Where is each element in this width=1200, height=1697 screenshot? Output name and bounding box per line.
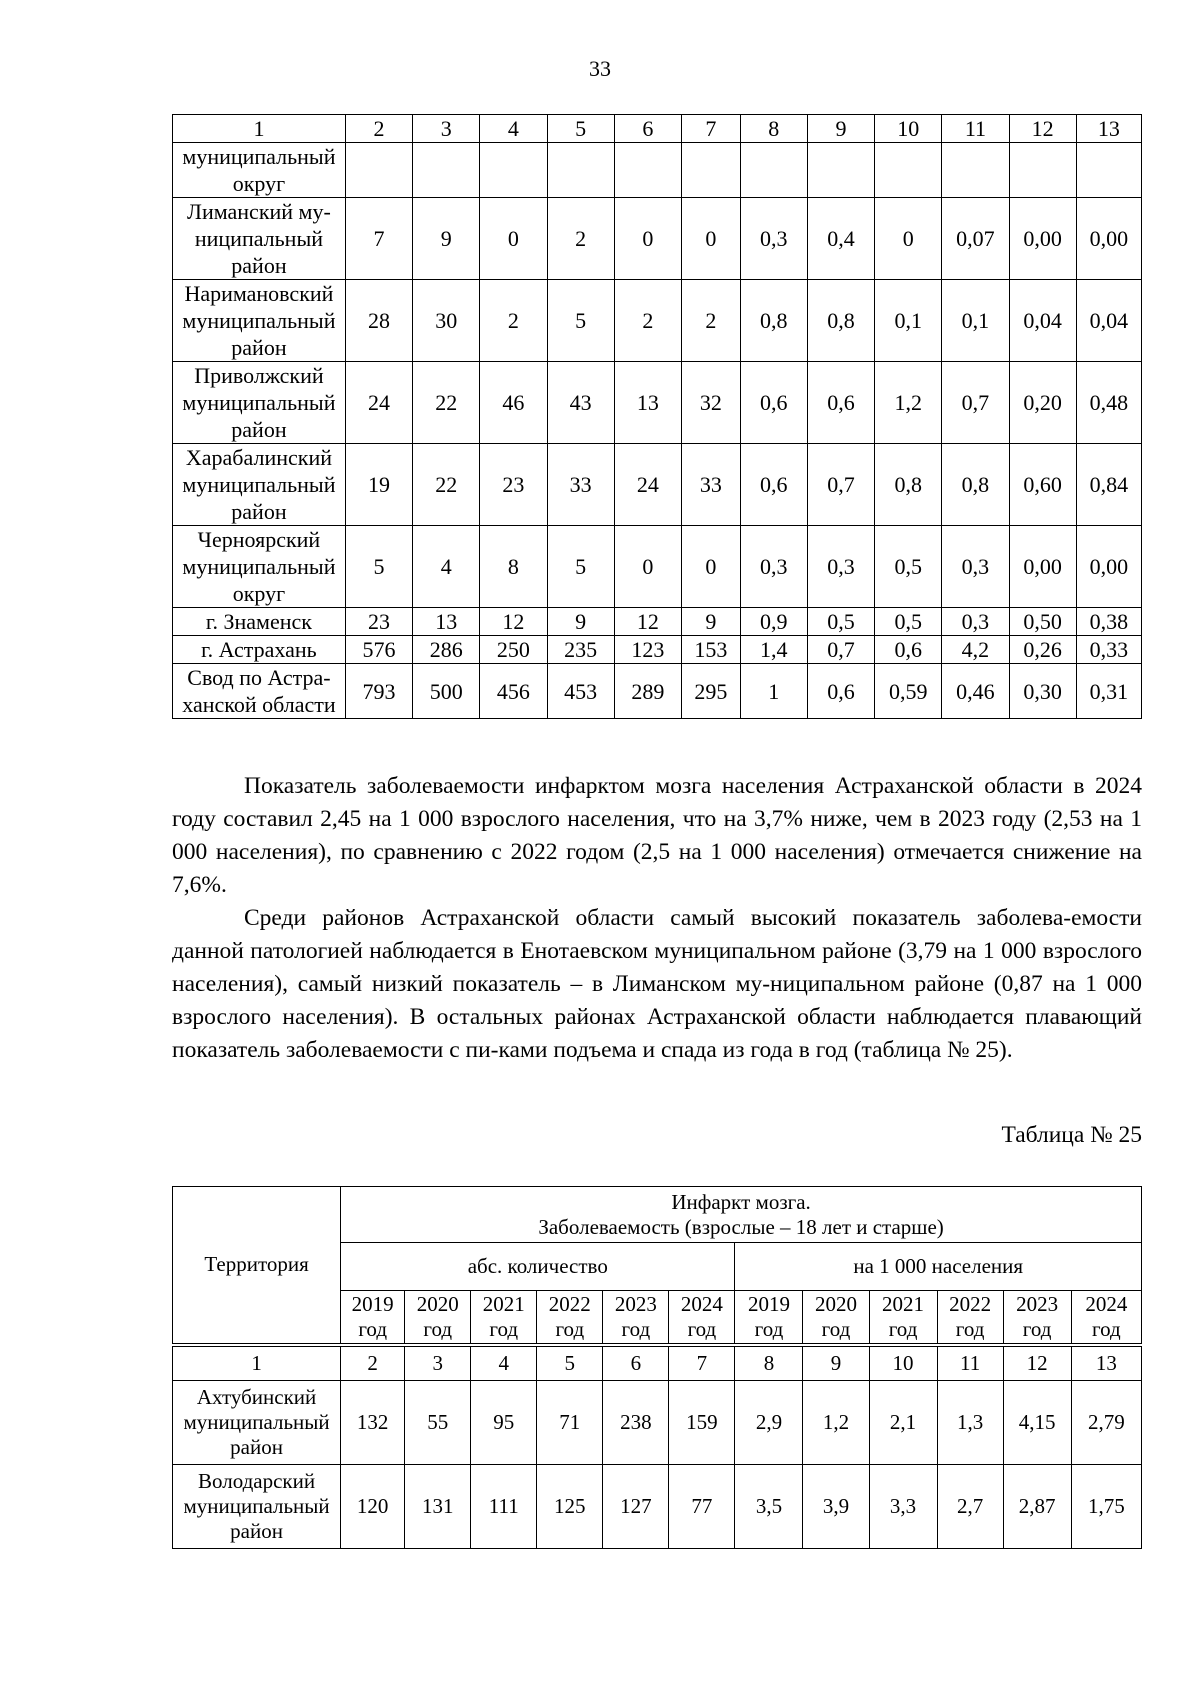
cell-value: 0,31 xyxy=(1076,664,1141,719)
cell-value: 1,4 xyxy=(740,636,807,664)
column-number: 7 xyxy=(681,115,740,143)
cell-value: 453 xyxy=(547,664,614,719)
year-suffix: год xyxy=(358,1316,387,1341)
cell-value: 9 xyxy=(413,198,480,280)
column-number-row xyxy=(173,115,1142,143)
cell-value: 159 xyxy=(669,1381,735,1465)
cell-value: 13 xyxy=(413,608,480,636)
year-header xyxy=(869,1291,937,1345)
cell-value: 5 xyxy=(547,280,614,362)
column-number: 3 xyxy=(413,115,480,143)
header-title xyxy=(341,1187,1142,1243)
year-header xyxy=(341,1291,405,1345)
cell-value: 0,84 xyxy=(1076,444,1141,526)
year-header xyxy=(1003,1291,1071,1345)
territory-name: Володарский муниципальный район xyxy=(173,1465,341,1549)
table-row xyxy=(173,280,1142,362)
cell-value: 0,6 xyxy=(740,362,807,444)
year-header xyxy=(735,1291,803,1345)
cell-value: 0,5 xyxy=(875,526,942,608)
column-number: 11 xyxy=(937,1345,1003,1381)
page-number: 33 xyxy=(589,56,611,81)
cell-value xyxy=(413,143,480,198)
territory-name: г. Знаменск xyxy=(173,608,346,636)
year-header xyxy=(937,1291,1003,1345)
year-value: 2024 xyxy=(1085,1291,1128,1316)
cell-value: 0,00 xyxy=(1009,198,1076,280)
header-group-rate: на 1 000 населения xyxy=(735,1243,1142,1291)
body-text xyxy=(172,770,1142,1067)
cell-value: 111 xyxy=(471,1465,537,1549)
cell-value: 1,2 xyxy=(803,1381,869,1465)
cell-value: 120 xyxy=(341,1465,405,1549)
cell-value: 33 xyxy=(681,444,740,526)
year-suffix: год xyxy=(754,1316,784,1341)
cell-value xyxy=(942,143,1009,198)
cell-value: 0,1 xyxy=(942,280,1009,362)
cell-value: 2,1 xyxy=(869,1381,937,1465)
cell-value: 235 xyxy=(547,636,614,664)
cell-value: 0,00 xyxy=(1076,198,1141,280)
territory-name: муниципальный округ xyxy=(173,143,346,198)
cell-value: 5 xyxy=(547,526,614,608)
cell-value: 127 xyxy=(603,1465,669,1549)
year-suffix: год xyxy=(621,1316,651,1341)
cell-value: 4,15 xyxy=(1003,1381,1071,1465)
cell-value: 131 xyxy=(405,1465,471,1549)
column-number: 13 xyxy=(1071,1345,1141,1381)
year-value: 2022 xyxy=(949,1291,992,1316)
year-value: 2019 xyxy=(747,1291,790,1316)
cell-value: 3,9 xyxy=(803,1465,869,1549)
year-value: 2020 xyxy=(814,1291,857,1316)
cell-value: 0,8 xyxy=(807,280,874,362)
cell-value: 0,04 xyxy=(1076,280,1141,362)
cell-value: 19 xyxy=(345,444,412,526)
year-suffix: год xyxy=(821,1316,851,1341)
year-value: 2022 xyxy=(548,1291,591,1316)
cell-value: 0,38 xyxy=(1076,608,1141,636)
cell-value: 456 xyxy=(480,664,547,719)
cell-value: 0,9 xyxy=(740,608,807,636)
cell-value: 4 xyxy=(413,526,480,608)
cell-value: 1,2 xyxy=(875,362,942,444)
column-number: 8 xyxy=(740,115,807,143)
column-number: 2 xyxy=(345,115,412,143)
header-title-line2: Заболеваемость (взрослые – 18 лет и старше) xyxy=(538,1214,944,1239)
cell-value: 0,6 xyxy=(740,444,807,526)
cell-value: 0,04 xyxy=(1009,280,1076,362)
cell-value: 0,5 xyxy=(807,608,874,636)
column-number: 11 xyxy=(942,115,1009,143)
cell-value: 33 xyxy=(547,444,614,526)
cell-value: 8 xyxy=(480,526,547,608)
cell-value: 2,79 xyxy=(1071,1381,1141,1465)
cell-value: 95 xyxy=(471,1381,537,1465)
cell-value xyxy=(740,143,807,198)
year-suffix: год xyxy=(1091,1316,1121,1341)
cell-value: 3,5 xyxy=(735,1465,803,1549)
cell-value xyxy=(807,143,874,198)
cell-value xyxy=(480,143,547,198)
cell-value: 132 xyxy=(341,1381,405,1465)
territory-name: Черноярский муниципальный округ xyxy=(173,526,346,608)
cell-value xyxy=(1009,143,1076,198)
cell-value: 2 xyxy=(480,280,547,362)
column-number: 9 xyxy=(803,1345,869,1381)
column-number: 5 xyxy=(547,115,614,143)
column-number: 6 xyxy=(614,115,681,143)
year-header xyxy=(1071,1291,1141,1345)
column-number: 10 xyxy=(869,1345,937,1381)
cell-value: 0 xyxy=(681,526,740,608)
paragraph: Среди районов Астраханской области самый высокий показатель заболева-емости данной патологией наблюдается в Енотаевском муниципальном районе (3,79 на 1 000 взрослого населения), самый низкий показатель – в Лиманском му-ниципальном районе (0,87 на 1 000 взрослого населения). В остальных районах Астраханской области наблюдается плавающий показатель заболеваемости с пи-ками подъема и спада из года в год (таблица № 25). xyxy=(172,905,1142,1063)
cell-value: 0,00 xyxy=(1076,526,1141,608)
cell-value: 0,48 xyxy=(1076,362,1141,444)
cell-value: 295 xyxy=(681,664,740,719)
paragraph: Показатель заболеваемости инфарктом мозга населения Астраханской области в 2024 году составил 2,45 на 1 000 взрослого населения, что на 3,7% ниже, чем в 2023 году (2,53 на 1 000 населения), по сравнению с 2022 годом (2,5 на 1 000 населения) отмечается снижение на 7,6%. xyxy=(172,773,1142,898)
table-row xyxy=(173,636,1142,664)
year-value: 2021 xyxy=(882,1291,925,1316)
cell-value: 77 xyxy=(669,1465,735,1549)
cell-value: 4,2 xyxy=(942,636,1009,664)
column-number: 10 xyxy=(875,115,942,143)
cell-value: 0,6 xyxy=(807,362,874,444)
cell-value xyxy=(875,143,942,198)
cell-value: 2 xyxy=(547,198,614,280)
cell-value: 0,7 xyxy=(942,362,1009,444)
column-number: 13 xyxy=(1076,115,1141,143)
cell-value: 0,00 xyxy=(1009,526,1076,608)
cell-value: 0,3 xyxy=(942,526,1009,608)
cell-value: 0,8 xyxy=(942,444,1009,526)
cell-value: 13 xyxy=(614,362,681,444)
cell-value: 286 xyxy=(413,636,480,664)
column-number: 4 xyxy=(480,115,547,143)
column-number: 3 xyxy=(405,1345,471,1381)
cell-value: 0,3 xyxy=(740,198,807,280)
cell-value: 0 xyxy=(681,198,740,280)
column-number: 8 xyxy=(735,1345,803,1381)
header-territory: Территория xyxy=(173,1187,341,1345)
year-suffix: год xyxy=(687,1316,717,1341)
column-number-row xyxy=(173,1345,1142,1381)
cell-value: 5 xyxy=(345,526,412,608)
cell-value: 0,4 xyxy=(807,198,874,280)
cell-value: 0,07 xyxy=(942,198,1009,280)
year-value: 2023 xyxy=(1016,1291,1059,1316)
column-number: 1 xyxy=(173,1345,341,1381)
data-table-continued xyxy=(172,114,1142,719)
year-header xyxy=(405,1291,471,1345)
territory-name: Приволжский муниципальный район xyxy=(173,362,346,444)
cell-value: 0,3 xyxy=(740,526,807,608)
cell-value: 9 xyxy=(681,608,740,636)
cell-value: 0,8 xyxy=(875,444,942,526)
cell-value: 0,7 xyxy=(807,636,874,664)
territory-name: Лиманский му-ниципальный район xyxy=(173,198,346,280)
cell-value: 3,3 xyxy=(869,1465,937,1549)
year-header xyxy=(537,1291,603,1345)
cell-value: 793 xyxy=(345,664,412,719)
cell-value: 2,87 xyxy=(1003,1465,1071,1549)
cell-value: 55 xyxy=(405,1381,471,1465)
cell-value: 1,75 xyxy=(1071,1465,1141,1549)
territory-name: Свод по Астра-ханской области xyxy=(173,664,346,719)
year-header xyxy=(471,1291,537,1345)
cell-value xyxy=(1076,143,1141,198)
cell-value: 0,1 xyxy=(875,280,942,362)
table-row xyxy=(173,1465,1142,1549)
cell-value: 123 xyxy=(614,636,681,664)
cell-value xyxy=(547,143,614,198)
cell-value: 250 xyxy=(480,636,547,664)
column-number: 5 xyxy=(537,1345,603,1381)
territory-name: г. Астрахань xyxy=(173,636,346,664)
cell-value: 23 xyxy=(345,608,412,636)
header-title-line1: Инфаркт мозга. xyxy=(671,1189,811,1214)
cell-value: 23 xyxy=(480,444,547,526)
table-row xyxy=(173,198,1142,280)
cell-value: 7 xyxy=(345,198,412,280)
cell-value: 24 xyxy=(345,362,412,444)
column-number: 1 xyxy=(173,115,346,143)
cell-value: 46 xyxy=(480,362,547,444)
cell-value: 24 xyxy=(614,444,681,526)
table-row xyxy=(173,444,1142,526)
year-suffix: год xyxy=(555,1316,585,1341)
cell-value: 71 xyxy=(537,1381,603,1465)
territory-name: Ахтубинский муниципальный район xyxy=(173,1381,341,1465)
year-value: 2023 xyxy=(614,1291,657,1316)
cell-value: 0,60 xyxy=(1009,444,1076,526)
cell-value: 2 xyxy=(681,280,740,362)
year-header xyxy=(669,1291,735,1345)
year-value: 2024 xyxy=(680,1291,723,1316)
table-row xyxy=(173,143,1142,198)
cell-value: 0,33 xyxy=(1076,636,1141,664)
column-number: 6 xyxy=(603,1345,669,1381)
cell-value: 0,7 xyxy=(807,444,874,526)
cell-value: 0,3 xyxy=(807,526,874,608)
cell-value: 0,3 xyxy=(942,608,1009,636)
table-row xyxy=(173,664,1142,719)
cell-value: 289 xyxy=(614,664,681,719)
territory-name: Харабалинский муниципальный район xyxy=(173,444,346,526)
cell-value: 22 xyxy=(413,362,480,444)
stroke-incidence-table xyxy=(172,1186,1142,1549)
year-suffix: год xyxy=(955,1316,985,1341)
year-suffix: год xyxy=(888,1316,918,1341)
cell-value: 0,6 xyxy=(875,636,942,664)
cell-value: 2,9 xyxy=(735,1381,803,1465)
column-number: 9 xyxy=(807,115,874,143)
column-number: 12 xyxy=(1003,1345,1071,1381)
cell-value: 0,46 xyxy=(942,664,1009,719)
cell-value: 28 xyxy=(345,280,412,362)
header-group-abs: абс. количество xyxy=(341,1243,735,1291)
table-row xyxy=(173,362,1142,444)
table-row xyxy=(173,1381,1142,1465)
column-number: 2 xyxy=(341,1345,405,1381)
year-value: 2019 xyxy=(351,1291,394,1316)
year-suffix: год xyxy=(423,1316,453,1341)
column-number: 7 xyxy=(669,1345,735,1381)
year-suffix: год xyxy=(489,1316,519,1341)
cell-value: 22 xyxy=(413,444,480,526)
cell-value xyxy=(345,143,412,198)
year-header xyxy=(803,1291,869,1345)
year-value: 2020 xyxy=(416,1291,459,1316)
table-caption: Таблица № 25 xyxy=(1001,1122,1142,1148)
cell-value: 0 xyxy=(875,198,942,280)
cell-value: 0,8 xyxy=(740,280,807,362)
cell-value: 9 xyxy=(547,608,614,636)
cell-value xyxy=(614,143,681,198)
cell-value: 0 xyxy=(480,198,547,280)
cell-value: 0,20 xyxy=(1009,362,1076,444)
territory-name: Наримановский муниципальный район xyxy=(173,280,346,362)
cell-value: 12 xyxy=(614,608,681,636)
column-number: 4 xyxy=(471,1345,537,1381)
cell-value xyxy=(681,143,740,198)
year-header xyxy=(603,1291,669,1345)
year-suffix: год xyxy=(1022,1316,1052,1341)
cell-value: 43 xyxy=(547,362,614,444)
cell-value: 125 xyxy=(537,1465,603,1549)
table-row xyxy=(173,526,1142,608)
cell-value: 2,7 xyxy=(937,1465,1003,1549)
cell-value: 0,6 xyxy=(807,664,874,719)
cell-value: 12 xyxy=(480,608,547,636)
cell-value: 0 xyxy=(614,198,681,280)
cell-value: 238 xyxy=(603,1381,669,1465)
cell-value: 32 xyxy=(681,362,740,444)
cell-value: 0,5 xyxy=(875,608,942,636)
cell-value: 0,26 xyxy=(1009,636,1076,664)
cell-value: 1,3 xyxy=(937,1381,1003,1465)
cell-value: 0,30 xyxy=(1009,664,1076,719)
cell-value: 0,59 xyxy=(875,664,942,719)
cell-value: 576 xyxy=(345,636,412,664)
table-row xyxy=(173,608,1142,636)
cell-value: 0 xyxy=(614,526,681,608)
cell-value: 1 xyxy=(740,664,807,719)
cell-value: 153 xyxy=(681,636,740,664)
cell-value: 30 xyxy=(413,280,480,362)
column-number: 12 xyxy=(1009,115,1076,143)
cell-value: 0,50 xyxy=(1009,608,1076,636)
year-value: 2021 xyxy=(482,1291,525,1316)
cell-value: 500 xyxy=(413,664,480,719)
cell-value: 2 xyxy=(614,280,681,362)
